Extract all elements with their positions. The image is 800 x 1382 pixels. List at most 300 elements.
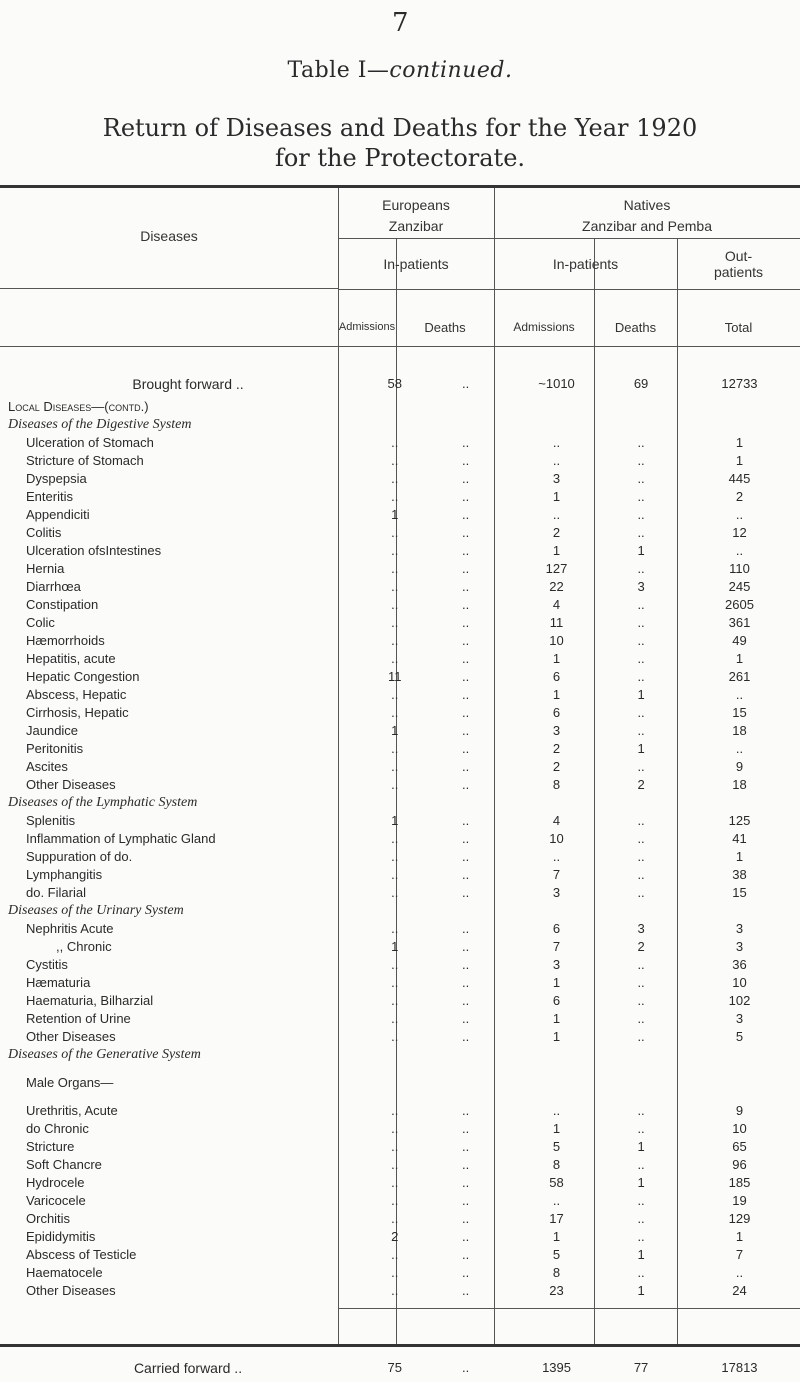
value-cell: 65 (732, 1139, 747, 1154)
value-cell: 4 (552, 813, 561, 828)
value-cell: 110 (729, 561, 750, 576)
value-cell (679, 1046, 800, 1064)
value-cell: .. (637, 435, 645, 450)
value-cell: 19 (732, 1193, 747, 1208)
value-cell: 2 (735, 489, 744, 504)
value-cell: 4 (552, 597, 561, 612)
value-cell: 1 (391, 723, 399, 738)
value-cell (679, 902, 800, 920)
value-cell (368, 1046, 421, 1064)
value-cell: 1 (735, 453, 744, 468)
value-cell (421, 398, 509, 416)
subtitle-line-2: for the Protectorate. (274, 144, 526, 172)
table-row (0, 938, 800, 956)
value-cell: .. (462, 1121, 470, 1136)
disease-label (0, 1064, 368, 1074)
disease-label: Other Diseases (26, 777, 116, 792)
disease-label: Hydrocele (26, 1175, 85, 1190)
value-cell: .. (462, 993, 470, 1008)
diseases-table-body (0, 370, 800, 1382)
section-heading-row (0, 902, 800, 920)
value-cell: 245 (728, 579, 751, 594)
value-cell: 10 (732, 975, 747, 990)
header-rule (338, 238, 800, 239)
value-cell: 17 (549, 1211, 564, 1226)
value-cell (603, 1074, 679, 1092)
value-cell: 8 (552, 1265, 561, 1280)
value-cell: .. (637, 615, 645, 630)
disease-label: Lymphangitis (26, 867, 103, 882)
value-cell (510, 1074, 603, 1092)
value-cell: .. (462, 1193, 470, 1208)
value-cell: .. (462, 525, 470, 540)
section-heading-row (0, 416, 800, 434)
value-cell: .. (462, 597, 470, 612)
value-cell: 1 (552, 975, 561, 990)
value-cell: 10 (549, 831, 564, 846)
table-row (0, 1064, 800, 1074)
value-cell: 5 (552, 1247, 561, 1262)
value-cell: .. (462, 669, 470, 684)
value-cell: .. (462, 1265, 470, 1280)
value-cell: .. (637, 957, 645, 972)
value-cell: .. (462, 453, 470, 468)
value-cell: 1 (637, 1283, 645, 1298)
table-row (0, 1192, 800, 1210)
value-cell: .. (391, 831, 399, 846)
value-cell: 1 (735, 651, 744, 666)
value-cell: .. (552, 435, 561, 450)
value-cell (510, 1046, 603, 1064)
table-row (0, 1264, 800, 1282)
disease-label: Ulceration ofsIntestines (26, 543, 162, 558)
disease-label (0, 1092, 368, 1102)
disease-label: Inflammation of Lymphatic Gland (26, 831, 216, 846)
disease-label: Stricture (26, 1139, 75, 1154)
disease-label: do. Filarial (26, 885, 86, 900)
disease-label: Peritonitis (26, 741, 84, 756)
value-cell: .. (462, 543, 470, 558)
value-cell: 1 (735, 849, 744, 864)
value-cell: .. (391, 471, 399, 486)
value-cell: .. (462, 1029, 470, 1044)
value-cell: 1 (552, 1029, 561, 1044)
disease-label: Retention of Urine (26, 1011, 131, 1026)
table-row (0, 1282, 800, 1300)
value-cell: 36 (732, 957, 747, 972)
value-cell: .. (637, 1029, 645, 1044)
value-cell: 2 (637, 777, 645, 792)
disease-label: Hepatitis, acute (26, 651, 116, 666)
value-cell: .. (637, 1103, 645, 1118)
header-rule (0, 288, 338, 289)
value-cell (510, 1064, 603, 1074)
disease-label: Enteritis (26, 489, 73, 504)
header-total: Total (724, 320, 753, 335)
value-cell: .. (391, 957, 399, 972)
value-cell (510, 794, 603, 812)
value-cell (368, 1092, 421, 1102)
disease-label: Other Diseases (26, 1283, 116, 1298)
disease-label: Stricture of Stomach (26, 453, 144, 468)
disease-label: Urethritis, Acute (26, 1103, 118, 1118)
value-cell (421, 1092, 509, 1102)
value-cell: .. (552, 1103, 561, 1118)
value-cell: .. (391, 1157, 399, 1172)
value-cell: 10 (732, 1121, 747, 1136)
disease-label: Splenitis (26, 813, 76, 828)
disease-label: Hæmaturia (26, 975, 91, 990)
value-cell: 1 (391, 507, 399, 522)
value-cell (679, 398, 800, 416)
header-zanzibar: Zanzibar (388, 218, 444, 234)
value-cell: .. (637, 849, 645, 864)
value-cell (679, 1092, 800, 1102)
value-cell: 75 (387, 1360, 402, 1375)
value-cell: 6 (552, 669, 561, 684)
table-row (0, 488, 800, 506)
value-cell: .. (462, 777, 470, 792)
disease-label: Epididymitis (26, 1229, 96, 1244)
disease-label: Carried forward .. (133, 1360, 243, 1376)
value-cell: .. (637, 993, 645, 1008)
table-row (0, 452, 800, 470)
table-bottom-rule (0, 1344, 800, 1347)
value-cell: 1 (391, 813, 399, 828)
disease-label: Varicocele (26, 1193, 86, 1208)
value-cell: .. (637, 1265, 645, 1280)
disease-label: Male Organs— (26, 1075, 114, 1090)
value-cell (679, 1074, 800, 1092)
value-cell: .. (391, 1139, 399, 1154)
disease-label: Diseases of the Lymphatic System (8, 795, 198, 810)
value-cell: .. (637, 633, 645, 648)
value-cell: .. (735, 687, 744, 702)
disease-label: Diseases of the Digestive System (8, 417, 192, 432)
table-row (0, 614, 800, 632)
value-cell: 445 (728, 471, 751, 486)
disease-label: Abscess, Hepatic (26, 687, 127, 702)
header-in-patients: In-patients (383, 256, 449, 272)
disease-label: Hernia (26, 561, 65, 576)
value-cell: 2 (552, 759, 561, 774)
value-cell: .. (637, 723, 645, 738)
value-cell: .. (391, 975, 399, 990)
table-row (0, 542, 800, 560)
value-cell: 3 (552, 957, 561, 972)
header-europeans: Europeans (382, 197, 450, 213)
table-row (0, 650, 800, 668)
value-cell: .. (391, 921, 399, 936)
disease-label: Ascites (26, 759, 68, 774)
table-row (0, 1092, 800, 1102)
table-row (0, 1010, 800, 1028)
value-cell: 24 (732, 1283, 747, 1298)
value-cell: 1 (637, 543, 645, 558)
value-cell (421, 1046, 509, 1064)
value-cell: .. (391, 1121, 399, 1136)
value-cell (603, 398, 679, 416)
value-cell: 58 (387, 376, 402, 391)
header-admissions-europeans: Admissions (338, 321, 396, 333)
value-cell: .. (552, 849, 561, 864)
diseases-table (0, 370, 800, 1382)
value-cell: 1 (637, 1139, 645, 1154)
value-cell (368, 1074, 421, 1092)
value-cell: .. (391, 1103, 399, 1118)
value-cell: .. (552, 507, 561, 522)
value-cell (368, 794, 421, 812)
disease-label: Orchitis (26, 1211, 71, 1226)
table-row (0, 1354, 800, 1382)
disease-label: Constipation (26, 597, 99, 612)
value-cell: .. (735, 507, 744, 522)
header-admissions-natives: Admissions (513, 320, 575, 334)
value-cell: .. (637, 525, 645, 540)
value-cell: 102 (728, 993, 751, 1008)
value-cell: 129 (728, 1211, 751, 1226)
value-cell: .. (462, 1283, 470, 1298)
value-cell: .. (462, 957, 470, 972)
table-row (0, 704, 800, 722)
value-cell: .. (391, 1029, 399, 1044)
table-row (0, 740, 800, 758)
value-cell: .. (391, 543, 399, 558)
value-cell: 1 (552, 1229, 561, 1244)
value-cell: 261 (728, 669, 751, 684)
value-cell: .. (391, 453, 399, 468)
table-row (0, 956, 800, 974)
disease-label: ,, Chronic (56, 939, 112, 954)
value-cell: .. (637, 1121, 645, 1136)
value-cell: .. (391, 1175, 399, 1190)
value-cell (679, 794, 800, 812)
value-cell: 9 (735, 759, 744, 774)
value-cell: .. (462, 489, 470, 504)
value-cell: .. (462, 1011, 470, 1026)
value-cell (510, 1092, 603, 1102)
value-cell: .. (391, 1265, 399, 1280)
table-row (0, 758, 800, 776)
header-in-patients-natives: In-patients (552, 256, 619, 272)
value-cell: .. (391, 1247, 399, 1262)
value-cell: 10 (549, 633, 564, 648)
value-cell: .. (735, 741, 744, 756)
value-cell: .. (462, 921, 470, 936)
header-deaths-natives: Deaths (614, 320, 657, 335)
table-title-main: Table I— (287, 58, 390, 83)
table-row (0, 1246, 800, 1264)
table-row (0, 722, 800, 740)
value-cell: .. (637, 975, 645, 990)
value-cell: .. (637, 759, 645, 774)
value-cell (368, 398, 421, 416)
value-cell: 361 (728, 615, 751, 630)
table-row (0, 1028, 800, 1046)
disease-label: Hepatic Congestion (26, 669, 140, 684)
value-cell: .. (462, 831, 470, 846)
value-cell: .. (391, 525, 399, 540)
value-cell (679, 416, 800, 434)
header-rule (338, 289, 800, 290)
value-cell: .. (637, 471, 645, 486)
value-cell (603, 1046, 679, 1064)
table-row (0, 1210, 800, 1228)
value-cell: .. (391, 651, 399, 666)
header-out-patients-line1: Out- (724, 248, 753, 264)
disease-label: Abscess of Testicle (26, 1247, 137, 1262)
value-cell: 1 (552, 489, 561, 504)
value-cell: .. (391, 885, 399, 900)
value-cell: 3 (552, 471, 561, 486)
table-row (0, 1074, 800, 1092)
value-cell: 41 (732, 831, 747, 846)
value-cell: 7 (735, 1247, 744, 1262)
value-cell: .. (462, 867, 470, 882)
value-cell: .. (637, 453, 645, 468)
table-title-continued: continued. (389, 58, 513, 83)
value-cell: 1 (552, 1011, 561, 1026)
value-cell: 1 (552, 687, 561, 702)
table-row (0, 632, 800, 650)
disease-label: Cystitis (26, 957, 68, 972)
disease-label: Appendiciti (26, 507, 90, 522)
value-cell: .. (637, 561, 645, 576)
value-cell: .. (391, 1193, 399, 1208)
table-top-rule (0, 185, 800, 188)
value-cell: 49 (732, 633, 747, 648)
table-row (0, 776, 800, 794)
value-cell: .. (637, 597, 645, 612)
value-cell: 6 (552, 705, 561, 720)
value-cell: .. (391, 633, 399, 648)
value-cell: .. (637, 1011, 645, 1026)
value-cell: 11 (549, 615, 564, 630)
value-cell (368, 1064, 421, 1074)
value-cell: 2 (552, 525, 561, 540)
value-cell: .. (391, 1283, 399, 1298)
value-cell (368, 902, 421, 920)
value-cell (603, 416, 679, 434)
disease-label: do Chronic (26, 1121, 89, 1136)
disease-label: Nephritis Acute (26, 921, 114, 936)
table-row (0, 560, 800, 578)
disease-label: Colic (26, 615, 55, 630)
disease-label: Brought forward .. (132, 376, 244, 392)
disease-label: Hæmorrhoids (26, 633, 105, 648)
table-row (0, 1120, 800, 1138)
value-cell: 127 (545, 561, 568, 576)
table-row (0, 812, 800, 830)
value-cell: .. (462, 1229, 470, 1244)
disease-label: Dyspepsia (26, 471, 87, 486)
value-cell: .. (462, 1139, 470, 1154)
value-cell: .. (391, 579, 399, 594)
table-row (0, 524, 800, 542)
disease-label: Suppuration of do. (26, 849, 133, 864)
value-cell: 3 (552, 885, 561, 900)
value-cell: .. (391, 1011, 399, 1026)
value-cell: .. (637, 1193, 645, 1208)
table-title (0, 58, 800, 83)
value-cell: .. (391, 687, 399, 702)
value-cell: .. (391, 867, 399, 882)
value-cell: .. (735, 1265, 744, 1280)
value-cell: 1395 (542, 1360, 571, 1375)
disease-label: Diseases of the Generative System (8, 1047, 201, 1062)
value-cell: 1 (735, 435, 744, 450)
value-cell: .. (391, 615, 399, 630)
value-cell: 77 (633, 1360, 649, 1375)
disease-label: Other Diseases (26, 1029, 116, 1044)
value-cell: .. (462, 376, 470, 391)
section-heading-row (0, 1046, 800, 1064)
value-cell: .. (637, 831, 645, 846)
value-cell: 5 (552, 1139, 561, 1154)
value-cell: .. (462, 687, 470, 702)
value-cell (510, 416, 603, 434)
value-cell: .. (391, 759, 399, 774)
value-cell: .. (637, 1157, 645, 1172)
disease-label: Diarrhœa (26, 579, 81, 594)
value-cell: 1 (552, 543, 561, 558)
disease-label: Jaundice (26, 723, 79, 738)
value-cell: .. (637, 507, 645, 522)
table-row (0, 974, 800, 992)
table-row (0, 506, 800, 524)
value-cell: 3 (735, 1011, 744, 1026)
value-cell: 2605 (725, 597, 754, 612)
value-cell: 23 (549, 1283, 564, 1298)
value-cell: 58 (549, 1175, 564, 1190)
value-cell: .. (637, 1229, 645, 1244)
value-cell: 3 (552, 723, 561, 738)
value-cell: .. (391, 597, 399, 612)
value-cell: .. (462, 435, 470, 450)
value-cell: .. (637, 1211, 645, 1226)
value-cell: 2 (391, 1229, 399, 1244)
table-row (0, 992, 800, 1010)
value-cell: .. (462, 885, 470, 900)
table-row (0, 830, 800, 848)
value-cell: 9 (735, 1103, 744, 1118)
value-cell: .. (462, 849, 470, 864)
table-row (0, 398, 800, 416)
value-cell: .. (735, 543, 744, 558)
value-cell: 185 (728, 1175, 751, 1190)
value-cell: .. (462, 723, 470, 738)
value-cell: .. (552, 1193, 561, 1208)
value-cell: .. (391, 489, 399, 504)
value-cell: .. (462, 1360, 470, 1375)
disease-label: Colitis (26, 525, 62, 540)
table-row (0, 1174, 800, 1192)
value-cell: 8 (552, 1157, 561, 1172)
value-cell: 7 (552, 939, 561, 954)
value-cell: 1 (391, 939, 399, 954)
value-cell (510, 398, 603, 416)
table-row (0, 596, 800, 614)
table-row (0, 434, 800, 452)
section-heading-row (0, 794, 800, 812)
table-row (0, 1102, 800, 1120)
disease-label: Cirrhosis, Hepatic (26, 705, 129, 720)
value-cell: .. (462, 633, 470, 648)
value-cell (603, 1064, 679, 1074)
value-cell: 12733 (721, 376, 758, 391)
value-cell: 5 (735, 1029, 744, 1044)
header-out-patients-line2: patients (713, 264, 764, 280)
